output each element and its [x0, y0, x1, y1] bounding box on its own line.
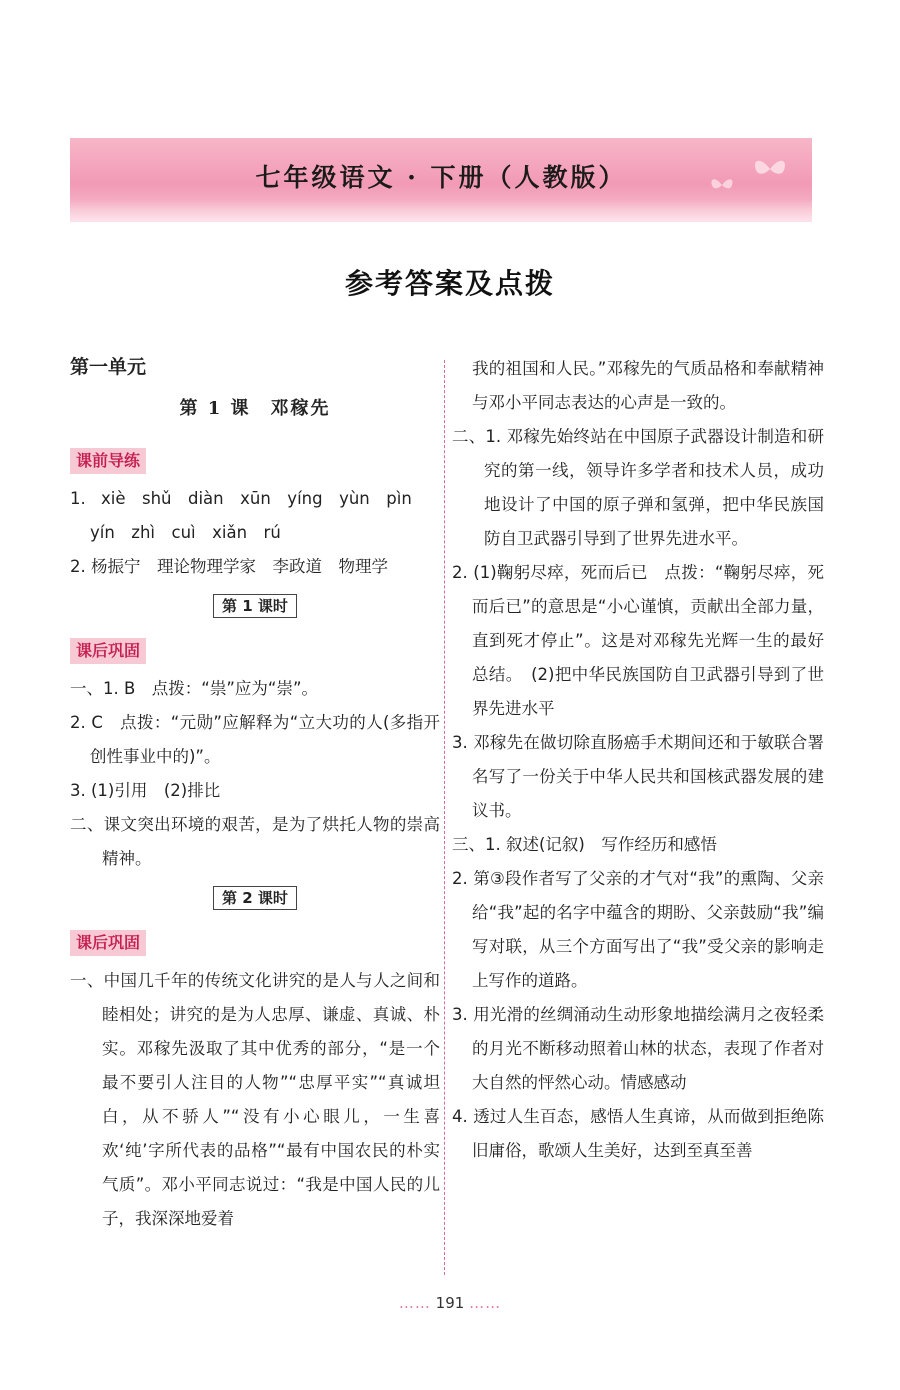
page-number-value: 191 [435, 1294, 465, 1312]
dots-left: …… [398, 1294, 431, 1312]
butterfly-small-icon [708, 174, 736, 196]
page-title: 参考答案及点拨 [344, 267, 555, 300]
session-2-label: 第 2 课时 [70, 886, 440, 910]
session-1-label: 第 1 课时 [70, 594, 440, 618]
unit-heading: 第一单元 [70, 356, 147, 378]
answer-continued: 我的祖国和人民。”邓稼先的气质品格和奉献精神与邓小平同志表达的心声是一致的。 [472, 359, 824, 412]
answer-b3: 3. 邓稼先在做切除直肠癌手术期间还和于敏联合署名写了一份关于中华人民共和国核武器发展的建议书。 [452, 733, 824, 820]
page-number [0, 1294, 900, 1312]
lesson-title: 第 1 课 邓稼先 [179, 398, 331, 419]
banner-title: 七年级语文 · 下册（人教版） [255, 163, 627, 192]
answer-c4: 4. 透过人生百态，感悟人生真谛，从而做到拒绝陈旧庸俗，歌颂人生美好，达到至真至善 [452, 1107, 824, 1160]
right-column [452, 352, 824, 1168]
answer-pre-1a: 1. xiè shǔ diàn xūn yíng yùn pìn [70, 489, 412, 508]
left-column [70, 352, 440, 1236]
answer-b1: 二、1. 邓稼先始终站在中国原子武器设计制造和研究的第一线，领导许多学者和技术人员，成功地设计了中国的原子弹和氢弹，把中华民族国防自卫武器引导到了世界先进水平。 [452, 427, 824, 548]
answer-c2: 2. 第③段作者写了父亲的才气对“我”的熏陶、父亲给“我”起的名字中蕴含的期盼、父亲鼓励“我”编写对联，从三个方面写出了“我”受父亲的影响走上写作的道路。 [452, 869, 824, 990]
section-tag-preview: 课前导练 [70, 448, 146, 474]
section-tag-review-2: 课后巩固 [70, 930, 146, 956]
answer-s1-a1: 一、1. B 点拨：“祟”应为“崇”。 [70, 679, 318, 698]
section-tag-review-1: 课后巩固 [70, 638, 146, 664]
answer-pre-1b: yín zhì cuì xiǎn rú [90, 523, 281, 542]
answer-b2: 2. (1)鞠躬尽瘁，死而后已 点拨：“鞠躬尽瘁，死而后已”的意思是“小心谨慎，贡献出全部力量，直到死才停止”。这是对邓稼先光辉一生的最好总结。 (2)把中华民族国防自卫武器引导到了世界先进水平 [452, 563, 824, 718]
answer-s1-a3: 3. (1)引用 (2)排比 [70, 781, 221, 800]
dots-right: …… [469, 1294, 502, 1312]
answer-c3: 3. 用光滑的丝绸涌动生动形象地描绘满月之夜轻柔的月光不断移动照着山林的状态，表现了作者对大自然的怦然心动。情感感动 [452, 1005, 824, 1092]
answer-s1-b: 二、课文突出环境的艰苦，是为了烘托人物的崇高精神。 [70, 815, 440, 868]
answer-pre-2: 2. 杨振宁 理论物理学家 李政道 物理学 [70, 557, 388, 576]
header-banner [70, 138, 812, 222]
answer-s1-a2: 2. C 点拨：“元勋”应解释为“立大功的人(多指开创性事业中的)”。 [70, 713, 440, 766]
column-divider [444, 360, 445, 1275]
butterfly-icon [750, 154, 790, 184]
answer-c1: 三、1. 叙述(记叙) 写作经历和感悟 [452, 835, 717, 854]
answer-s2-a: 一、中国几千年的传统文化讲究的是人与人之间和睦相处；讲究的是为人忠厚、谦虚、真诚、朴实。邓稼先汲取了其中优秀的部分，“是一个最不要引人注目的人物”“忠厚平实”“真诚坦白，从不骄人”“没有小心眼儿，一生喜欢‘纯’字所代表的品格”“最有中国农民的朴实气质”。邓小平同志说过：“我是中国人民的儿子，我深深地爱着 [70, 971, 440, 1228]
